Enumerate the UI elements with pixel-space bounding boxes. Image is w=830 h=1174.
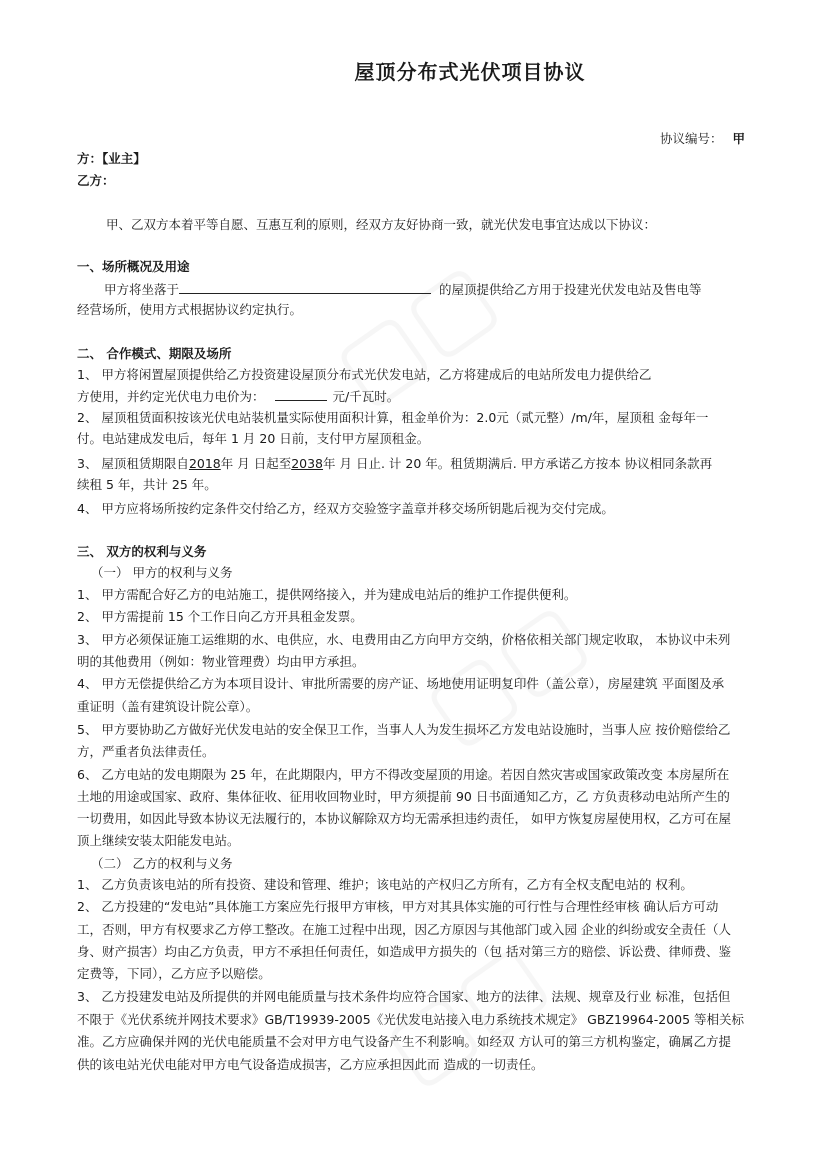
s3-b-item-3a: 3、 乙方投建发电站及所提供的并网电能质量与技术条件均应符合国家、地方的法律、法规、规章及行业 标准，包括但 (77, 989, 731, 1004)
s2-item-3a-p1: 3、 屋顶租赁期限自 (77, 456, 189, 471)
s2-item-3a-p3: 年 月 日止. 计 20 年。租赁期满后. 甲方承诺乙方按本 协议相同条款再 (323, 456, 713, 471)
s2-item-3a (77, 456, 712, 472)
contract-number (660, 129, 745, 147)
location-blank (179, 281, 431, 294)
s3-b-item-2c: 身、财产损害）均由乙方负责，甲方不承担任何责任，如造成甲方损失的（包 括对第三方的赔偿、诉讼费、律师费、鉴 (77, 944, 731, 959)
s3-a-item-6c: 一切费用，如因此导致本协议无法履行的，本协议解除双方均无需承担违约责任， 如甲方恢复房屋使用权，乙方可在屋 (77, 811, 731, 826)
s3-subheading-1: （一） 甲方的权利与义务 (91, 565, 233, 580)
s2-item-2b: 付。电站建成发电后，每年 1 月 20 日前，支付甲方屋顶租金。 (77, 431, 430, 446)
s3-b-item-3b: 不限于《光伏系统并网技术要求》GB/T19939-2005《光伏发电站接入电力系统技术规定》 GBZ19964-2005 等相关标 (77, 1012, 745, 1027)
s3-a-item-4a: 4、 甲方无偿提供给乙方为本项目设计、审批所需要的房产证、场地使用证明复印件（盖公章），房屋建筑 平面图及承 (77, 676, 725, 691)
s3-a-item-6d: 顶上继续安装太阳能发电站。 (77, 833, 240, 848)
s2-item-3a-p2: 年 月 日起至 (220, 456, 292, 471)
s2-item-1b-pre: 方使用，并约定光伏电力电价为： (77, 389, 265, 404)
start-year: 2018 (188, 456, 221, 471)
s3-a-item-1: 1、 甲方需配合好乙方的电站施工，提供网络接入，并为建成电站后的维护工作提供便利。 (77, 587, 577, 602)
s3-b-item-2b: 工，否则，甲方有权要求乙方停工整改。在施工过程中出现，因乙方原因与其他部门或入园 企业的纠纷或安全责任（人 (77, 922, 731, 937)
s3-b-item-3c: 准。乙方应确保并网的光伏电能质量不会对甲方电气设备产生不利影响。如经双 方认可的第三方机构鉴定，确属乙方提 (77, 1034, 731, 1049)
s1-line-1b: 的屋顶提供给乙方用于投建光伏发电站及售电等 (439, 282, 702, 297)
s3-a-item-5a: 5、 甲方要协助乙方做好光伏发电站的安全保卫工作，当事人人为发生损坏乙方发电站设施时，当事人应 按价赔偿给乙 (77, 722, 731, 737)
party-a: 方：【业主】 (77, 151, 146, 166)
s3-b-item-3d: 供的该电站光伏电能对甲方电气设备造成损害，乙方应承担因此而 造成的一切责任。 (77, 1057, 544, 1072)
s2-item-3b: 续租 5 年，共计 25 年。 (77, 477, 217, 492)
s2-item-1b-post: 元/千瓦时。 (332, 389, 400, 404)
s3-a-item-3b: 明的其他费用（例如：物业管理费）均由甲方承担。 (77, 654, 365, 669)
s3-a-item-2: 2、 甲方需提前 15 个工作日向乙方开具租金发票。 (77, 609, 363, 624)
s3-b-item-2d: 定费等，下同），乙方应予以赔偿。 (77, 966, 271, 981)
section-3-heading: 三、 双方的权利与义务 (77, 544, 207, 559)
s3-b-item-2a: 2、 乙方投建的“发电站”具体施工方案应先行报甲方审核，甲方对其具体实施的可行性与合理性经审核 确认后方可动 (77, 899, 719, 914)
price-blank (275, 388, 327, 401)
s1-line-1a: 甲方将坐落于 (104, 282, 180, 297)
s3-a-item-3a: 3、 甲方必须保证施工运维期的水、电供应，水、电费用由乙方向甲方交纳，价格依相关部门规定收取， 本协议中未列 (77, 632, 731, 647)
end-year: 2038 (291, 456, 324, 471)
s1-line-2: 经营场所，使用方式根据协议约定执行。 (77, 302, 303, 317)
section-1-heading: 一、场所概况及用途 (77, 259, 190, 274)
s3-a-item-6b: 土地的用途或国家、政府、集体征收、征用收回物业时，甲方须提前 90 日书面通知乙方，乙 方负责移动电站所产生的 (77, 789, 730, 804)
section-2-heading: 二、 合作模式、期限及场所 (77, 346, 232, 361)
s2-item-2a: 2、 屋顶租赁面积按该光伏电站装机量实际使用面积计算，租金单价为：2.0元（贰元整）/m/年，屋顶租 金每年一 (77, 410, 709, 425)
s2-item-4: 4、 甲方应将场所按约定条件交付给乙方，经双方交验签字盖章并移交场所钥匙后视为交付完成。 (77, 501, 614, 516)
contract-number-value: 甲 (732, 131, 746, 146)
s2-item-1a: 1、 甲方将闲置屋顶提供给乙方投资建设屋顶分布式光伏发电站，乙方将建成后的电站所发电力提供给乙 (77, 367, 652, 382)
s3-subheading-2: （二） 乙方的权利与义务 (91, 856, 233, 871)
document-title: 屋顶分布式光伏项目协议 (354, 60, 586, 84)
s3-a-item-6a: 6、 乙方电站的发电期限为 25 年，在此期限内，甲方不得改变屋顶的用途。若因自然灾害或国家政策改变 本房屋所在 (77, 767, 730, 782)
s3-a-item-5b: 方，严重者负法律责任。 (77, 744, 215, 759)
s1-line-1 (104, 281, 702, 298)
intro-paragraph: 甲、乙双方本着平等自愿、互惠互利的原则，经双方友好协商一致，就光伏发电事宜达成以下协议： (106, 217, 657, 232)
s3-b-item-1: 1、 乙方负责该电站的所有投资、建设和管理、维护；该电站的产权归乙方所有，乙方有全权支配电站的 权利。 (77, 877, 693, 892)
s3-a-item-4b: 重证明（盖有建筑设计院公章）。 (77, 699, 259, 714)
s2-item-1b (77, 388, 399, 405)
contract-number-label: 协议编号： (660, 131, 723, 146)
party-b: 乙方： (77, 173, 115, 188)
